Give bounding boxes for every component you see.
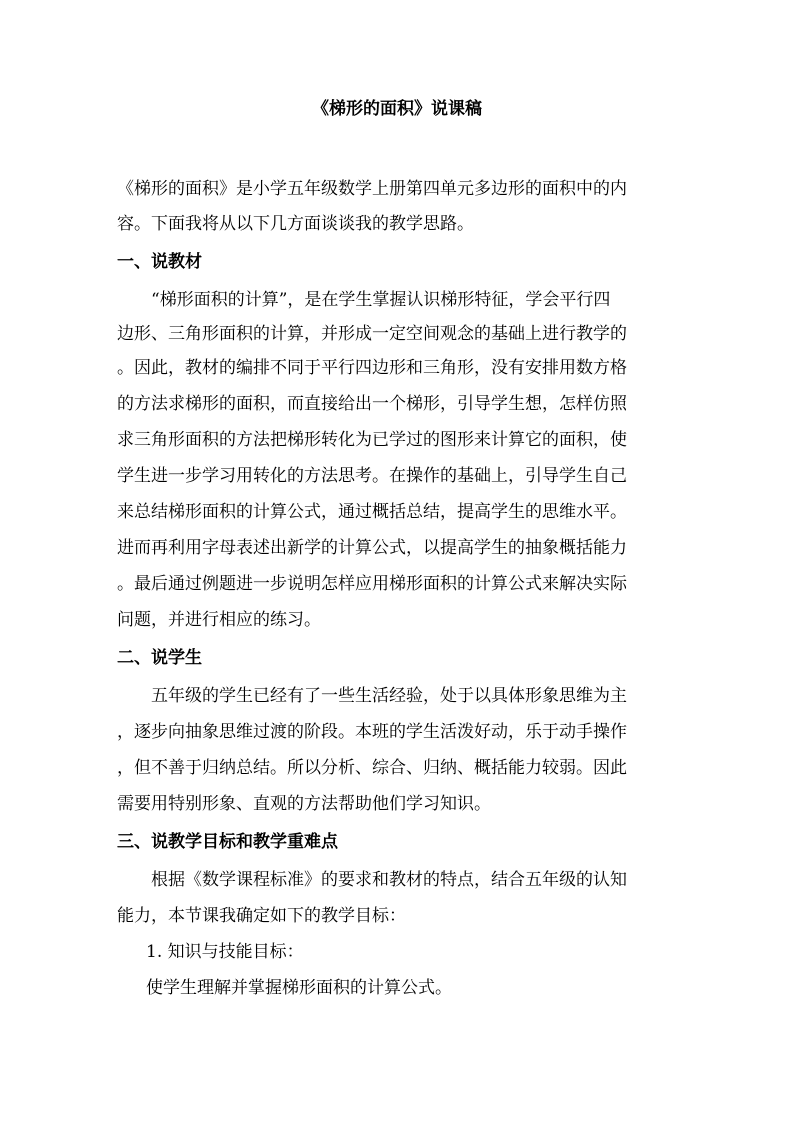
intro-line: 容。下面我将从以下几方面谈谈我的教学思路。 <box>117 214 474 234</box>
paragraph-line: 来总结梯形面积的计算公式，通过概括总结，提高学生的思维水平。 <box>117 502 627 522</box>
paragraph-line: “梯形面积的计算”，是在学生掌握认识梯形特征，学会平行四 <box>151 290 611 310</box>
list-item: 1. 知识与技能目标： <box>146 942 304 962</box>
paragraph-line: 五年级的学生已经有了一些生活经验，处于以具体形象思维为主 <box>151 686 627 706</box>
paragraph-line: 的方法求梯形的面积，而直接给出一个梯形，引导学生想，怎样仿照 <box>117 394 627 414</box>
paragraph-line: 。最后通过例题进一步说明怎样应用梯形面积的计算公式来解决实际 <box>117 574 627 594</box>
paragraph-line: ，逐步向抽象思维过渡的阶段。本班的学生活泼好动，乐于动手操作 <box>117 722 627 742</box>
paragraph-line: 边形、三角形面积的计算，并形成一定空间观念的基础上进行教学的 <box>117 324 627 344</box>
paragraph-line: 学生进一步学习用转化的方法思考。在操作的基础上，引导学生自己 <box>117 466 627 486</box>
paragraph-line: 进而再利用字母表述出新学的计算公式，以提高学生的抽象概括能力 <box>117 538 627 558</box>
paragraph-line: 能力，本节课我确定如下的教学目标： <box>117 906 406 926</box>
paragraph-line: ，但不善于归纳总结。所以分析、综合、归纳、概括能力较弱。因此 <box>117 758 627 778</box>
section-heading: 一、说教材 <box>117 252 202 272</box>
paragraph-line: 使学生理解并掌握梯形面积的计算公式。 <box>146 978 452 998</box>
paragraph-line: 。因此，教材的编排不同于平行四边形和三角形，没有安排用数方格 <box>117 358 627 378</box>
paragraph-line: 需要用特别形象、直观的方法帮助他们学习知识。 <box>117 794 491 814</box>
paragraph-line: 问题，并进行相应的练习。 <box>117 610 321 630</box>
section-heading: 二、说学生 <box>117 648 202 668</box>
intro-line: 《梯形的面积》是小学五年级数学上册第四单元多边形的面积中的内 <box>117 179 627 199</box>
paragraph-line: 求三角形面积的方法把梯形转化为已学过的图形来计算它的面积，使 <box>117 430 627 450</box>
section-heading: 三、说教学目标和教学重难点 <box>117 832 338 852</box>
paragraph-line: 根据《数学课程标准》的要求和教材的特点，结合五年级的认知 <box>151 870 627 890</box>
page-title: 《梯形的面积》说课稿 <box>312 99 482 119</box>
